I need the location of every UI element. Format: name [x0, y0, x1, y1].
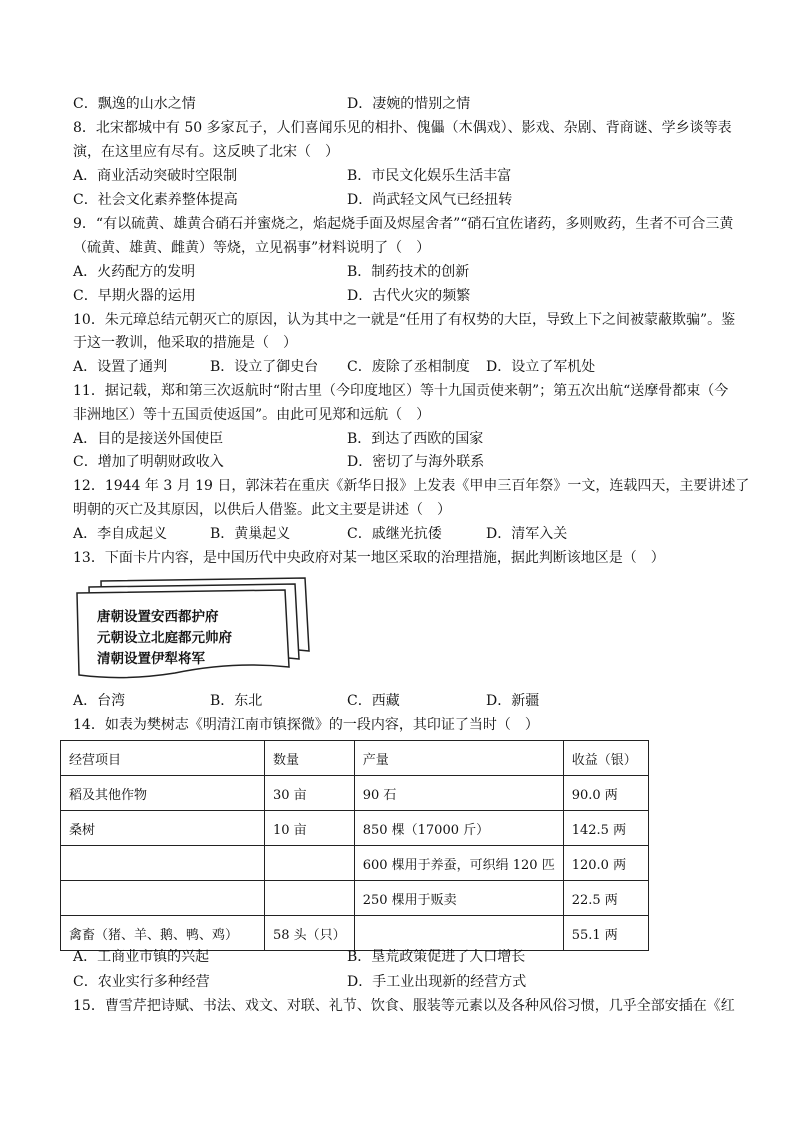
- q13-card-text: [97, 607, 232, 670]
- table-row: [61, 776, 649, 811]
- q9-stem-line1: 9．“有以硫黄、雄黄合硝石并蜜烧之，焰起烧手面及烬屋舍者”“硝石宜佐诸药，多则败药，生者不可合三黄: [73, 216, 734, 232]
- q11-stem-line1: 11．据记载，郑和第三次返航时“附古里（今印度地区）等十九国贡使来朝”；第五次出航“送摩骨都束（今: [73, 383, 729, 399]
- table-cell: [61, 846, 265, 881]
- table-cell: 58 头（只）: [265, 916, 355, 951]
- q14-option-b: B．垦荒政策促进了人口增长: [347, 949, 526, 965]
- q11-option-d: D．密切了与海外联系: [347, 454, 485, 470]
- q12-option-d: D．清军入关: [486, 526, 568, 542]
- q14-option-c: C．农业实行多种经营: [73, 974, 210, 990]
- q13-stem: 13．下面卡片内容，是中国历代中央政府对某一地区采取的治理措施，据此判断该地区是（ ）: [73, 550, 665, 566]
- q11-stem-line2: 非洲地区）等十五国贡使返国”。由此可见郑和远航（ ）: [73, 407, 431, 423]
- q12-stem-line2: 明朝的灭亡及其原因，以供后人借鉴。此文主要是讲述（ ）: [73, 502, 451, 518]
- q13-card-line1: 唐朝设置安西都护府: [97, 609, 219, 625]
- q8-option-d: D．尚武轻文风气已经扭转: [347, 192, 513, 208]
- table-cell: 稻及其他作物: [61, 776, 265, 811]
- table-row: [61, 846, 649, 881]
- table-cell: 10 亩: [265, 811, 355, 846]
- table-cell: 90 石: [354, 776, 563, 811]
- table-row: [61, 916, 649, 951]
- table-cell: [61, 881, 265, 916]
- table-cell: 850 棵（17000 斤）: [354, 811, 563, 846]
- q14-data-table: [60, 740, 649, 951]
- q13-option-a: A．台湾: [73, 693, 126, 709]
- table-cell: 22.5 两: [563, 881, 648, 916]
- q13-card-line2: 元朝设立北庭都元帅府: [97, 630, 232, 646]
- q10-option-d: D．设立了军机处: [486, 359, 596, 375]
- q8-option-c: C．社会文化素养整体提高: [73, 192, 238, 208]
- q8-option-b: B．市民文化娱乐生活丰富: [347, 168, 512, 184]
- q10-option-a: A．设置了通判: [73, 359, 168, 375]
- q14-option-a: A．工商业市镇的兴起: [73, 949, 210, 965]
- table-cell: 桑树: [61, 811, 265, 846]
- table-cell: [265, 881, 355, 916]
- table-cell: 600 棵用于养蚕，可织绢 120 匹: [354, 846, 563, 881]
- table-cell: [354, 916, 563, 951]
- q14-stem: 14．如表为樊树志《明清江南市镇探微》的一段内容，其印证了当时（ ）: [73, 717, 539, 733]
- q8-stem-line1: 8．北宋都城中有 50 多家瓦子，人们喜闻乐见的相扑、傀儡（木偶戏）、影戏、杂剧、背商谜、学乡谈等表: [73, 120, 732, 136]
- q13-card-stack: [73, 575, 313, 685]
- q10-option-b: B．设立了御史台: [210, 359, 319, 375]
- table-cell: 250 棵用于贩卖: [354, 881, 563, 916]
- q9-option-a: A．火药配方的发明: [73, 264, 196, 280]
- q8-option-a: A．商业活动突破时空限制: [73, 168, 238, 184]
- q8-stem-line2: 演，在这里应有尽有。这反映了北宋（ ）: [73, 144, 339, 160]
- table-cell: 120.0 两: [563, 846, 648, 881]
- q10-option-c: C．废除了丞相制度: [347, 359, 470, 375]
- q13-option-d: D．新疆: [486, 693, 540, 709]
- header-cell-output: 产量: [354, 741, 563, 776]
- q13-option-b: B．东北: [210, 693, 263, 709]
- q11-option-b: B．到达了西欧的国家: [347, 431, 484, 447]
- q9-stem-line2: （硫黄、雄黄、雌黄）等烧，立见祸事”材料说明了（ ）: [73, 240, 431, 256]
- q7-option-c: C．飘逸的山水之情: [73, 96, 196, 112]
- q15-stem-line1: 15．曹雪芹把诗赋、书法、戏文、对联、礼节、饮食、服装等元素以及各种风俗习惯，几乎全部安插在《红: [73, 998, 735, 1014]
- q7-option-d: D．凄婉的惜别之情: [347, 96, 471, 112]
- q9-option-c: C．早期火器的运用: [73, 288, 196, 304]
- table-cell: [265, 846, 355, 881]
- header-cell-quantity: 数量: [265, 741, 355, 776]
- q10-stem-line2: 于这一教训，他采取的措施是（ ）: [73, 335, 297, 351]
- q10-stem-line1: 10．朱元璋总结元朝灭亡的原因，认为其中之一就是“任用了有权势的大臣，导致上下之间被蒙蔽欺骗”。鉴: [73, 312, 736, 328]
- table-cell: 90.0 两: [563, 776, 648, 811]
- table-row: [61, 811, 649, 846]
- q13-option-c: C．西藏: [347, 693, 400, 709]
- q13-card-line3: 清朝设置伊犁将军: [97, 651, 205, 667]
- q12-stem-line1: 12．1944 年 3 月 19 日，郭沫若在重庆《新华日报》上发表《甲申三百年祭》一文，连载四天，主要讲述了: [73, 478, 750, 494]
- table-cell: 55.1 两: [563, 916, 648, 951]
- q9-option-d: D．古代火灾的频繁: [347, 288, 471, 304]
- table-cell: 142.5 两: [563, 811, 648, 846]
- q11-option-c: C．增加了明朝财政收入: [73, 454, 224, 470]
- table-cell: 禽畜（猪、羊、鹅、鸭、鸡）: [61, 916, 265, 951]
- q12-option-c: C．戚继光抗倭: [347, 526, 442, 542]
- table-header-row: [61, 741, 649, 776]
- header-cell-income: 收益（银）: [563, 741, 648, 776]
- q12-option-a: A．李自成起义: [73, 526, 168, 542]
- q12-option-b: B．黄巢起义: [210, 526, 291, 542]
- q11-option-a: A．目的是接送外国使臣: [73, 431, 224, 447]
- q9-option-b: B．制药技术的创新: [347, 264, 470, 280]
- q14-option-d: D．手工业出现新的经营方式: [347, 974, 527, 990]
- header-cell-item: 经营项目: [61, 741, 265, 776]
- table-cell: 30 亩: [265, 776, 355, 811]
- table-row: [61, 881, 649, 916]
